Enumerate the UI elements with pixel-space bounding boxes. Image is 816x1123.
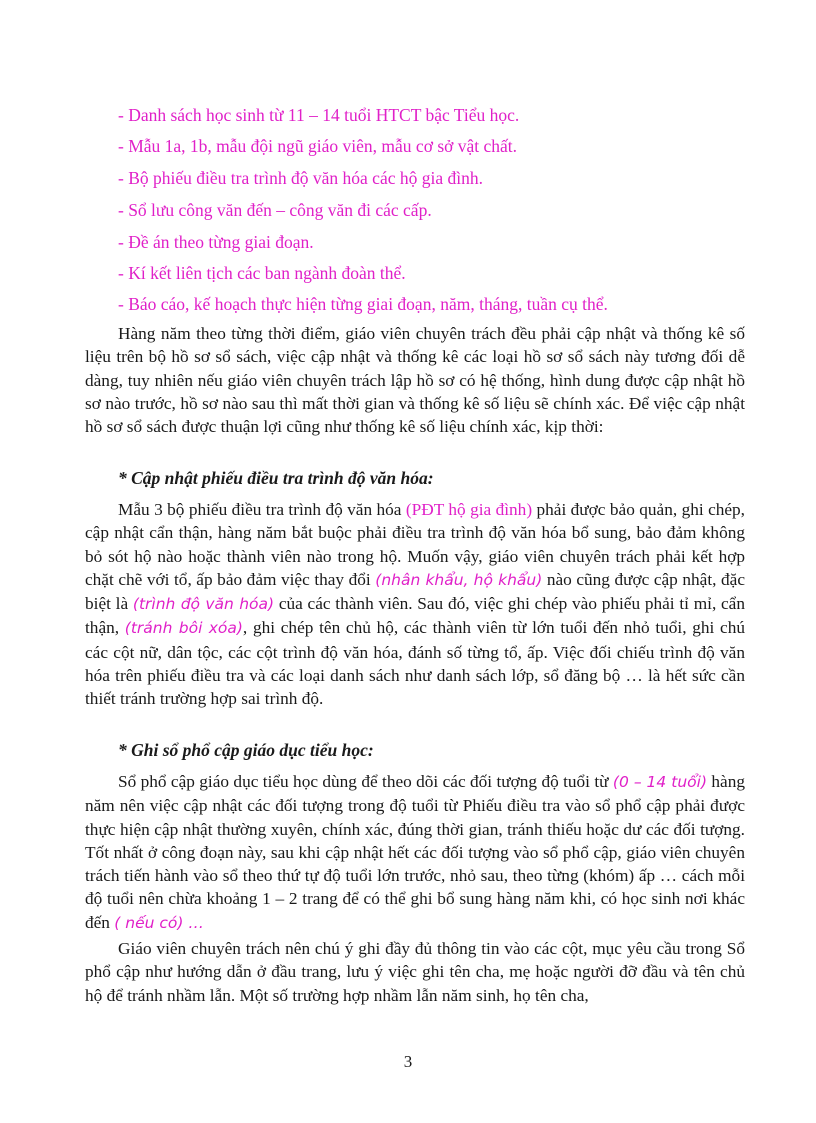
bullet-item: - Sổ lưu công văn đến – công văn đi các cấp.: [118, 200, 432, 220]
section-heading-register: * Ghi sổ phổ cập giáo dục tiểu học:: [118, 740, 374, 760]
highlight-text: (nhân khẩu, hộ khẩu): [375, 570, 543, 589]
highlight-text: (PĐT hộ gia đình): [405, 500, 533, 519]
bullet-item: - Báo cáo, kế hoạch thực hiện từng giai đoạn, năm, tháng, tuần cụ thể.: [118, 294, 608, 314]
bullet-item: - Đề án theo từng giai đoạn.: [118, 232, 314, 252]
bullet-item: - Kí kết liên tịch các ban ngành đoàn thể.: [118, 263, 406, 283]
paragraph-notes: Giáo viên chuyên trách nên chú ý ghi đầy đủ thông tin vào các cột, mục yêu cầu trong Sổ phổ cập như hướng dẫn ở đầu trang, lưu ý việc ghi tên cha, mẹ hoặc người đỡ đầu và tên chủ hộ để tránh nhầm lẫn. Một số trường hợp nhầm lẫn năm sinh, họ tên cha,: [85, 939, 745, 1005]
bullet-item: - Bộ phiếu điều tra trình độ văn hóa các hộ gia đình.: [118, 168, 483, 188]
paragraph-intro: Hàng năm theo từng thời điểm, giáo viên chuyên trách đều phải cập nhật và thống kê số liệu trên bộ hồ sơ sổ sách, việc cập nhật và thống kê các loại hồ sơ sổ sách này tương đối dễ dàng, tuy nhiên nếu giáo viên chuyên trách lập hồ sơ có hệ thống, hình dung được cập nhật hồ sơ nào trước, hồ sơ nào sau thì mất thời gian và thống kê số liệu sẽ chính xác. Để việc cập nhật hồ sơ sổ sách được thuận lợi cũng như thống kê số liệu chính xác, kịp thời:: [85, 324, 745, 437]
paragraph-register: Sổ phổ cập giáo dục tiểu học dùng để theo dõi các đối tượng độ tuổi từ (0 – 14 tuổi) hàng năm nên việc cập nhật các đối tượng trong độ tuổi từ Phiếu điều tra vào sổ phổ cập phải được thực hiện cập nhật thường xuyên, chính xác, đúng thời gian, tránh thiếu hoặc dư các đối tượng. Tốt nhất ở công đoạn này, sau khi cập nhật hết các đối tượng vào sổ phổ cập, giáo viên chuyên trách tiến hành vào sổ theo thứ tự độ tuổi lớn trước, nhỏ sau, theo từng (khóm) ấp … cách mỗi độ tuổi nên chừa khoảng 1 – 2 trang để có thể ghi bổ sung hàng năm khi, có học sinh nơi khác đến ( nếu có) …: [85, 772, 745, 932]
section-heading-survey: * Cập nhật phiếu điều tra trình độ văn hóa:: [118, 468, 434, 488]
bullet-item: - Danh sách học sinh từ 11 – 14 tuổi HTCT bậc Tiểu học.: [118, 105, 520, 125]
highlight-text: (trình độ văn hóa): [132, 595, 275, 614]
bullet-item: - Mẫu 1a, 1b, mẫu đội ngũ giáo viên, mẫu cơ sở vật chất.: [118, 136, 518, 156]
page-number: 3: [403, 1052, 413, 1071]
highlight-text: (0 – 14 tuổi): [612, 773, 708, 791]
paragraph-survey: Mẫu 3 bộ phiếu điều tra trình độ văn hóa (PĐT hộ gia đình) phải được bảo quản, ghi chép, cập nhật cẩn thận, hàng năm bắt buộc phải điều tra trình độ văn hóa bổ sung, bảo đảm không bỏ sót hộ nào hoặc thành viên nào trong hộ. Muốn vậy, giáo viên chuyên trách phải kết hợp chặt chẽ với tổ, ấp bảo đảm việc thay đổi (nhân khẩu, hộ khẩu) nào cũng được cập nhật, đặc biệt là (trình độ văn hóa) của các thành viên. Sau đó, việc ghi chép vào phiếu phải tỉ mỉ, cẩn thận, (tránh bôi xóa), ghi chép tên chủ hộ, các thành viên từ lớn tuổi đến nhỏ tuổi, ghi chú các cột nữ, dân tộc, các cột trình độ văn hóa, đánh số từng tổ, ấp. Việc đối chiếu trình độ văn hóa trên phiếu điều tra và các loại danh sách như danh sách lớp, sổ đăng bộ … là hết sức cần thiết tránh trường hợp sai trình độ.: [85, 500, 746, 709]
highlight-text: ( nếu có) …: [114, 913, 204, 932]
highlight-text: (tránh bôi xóa): [124, 619, 243, 638]
